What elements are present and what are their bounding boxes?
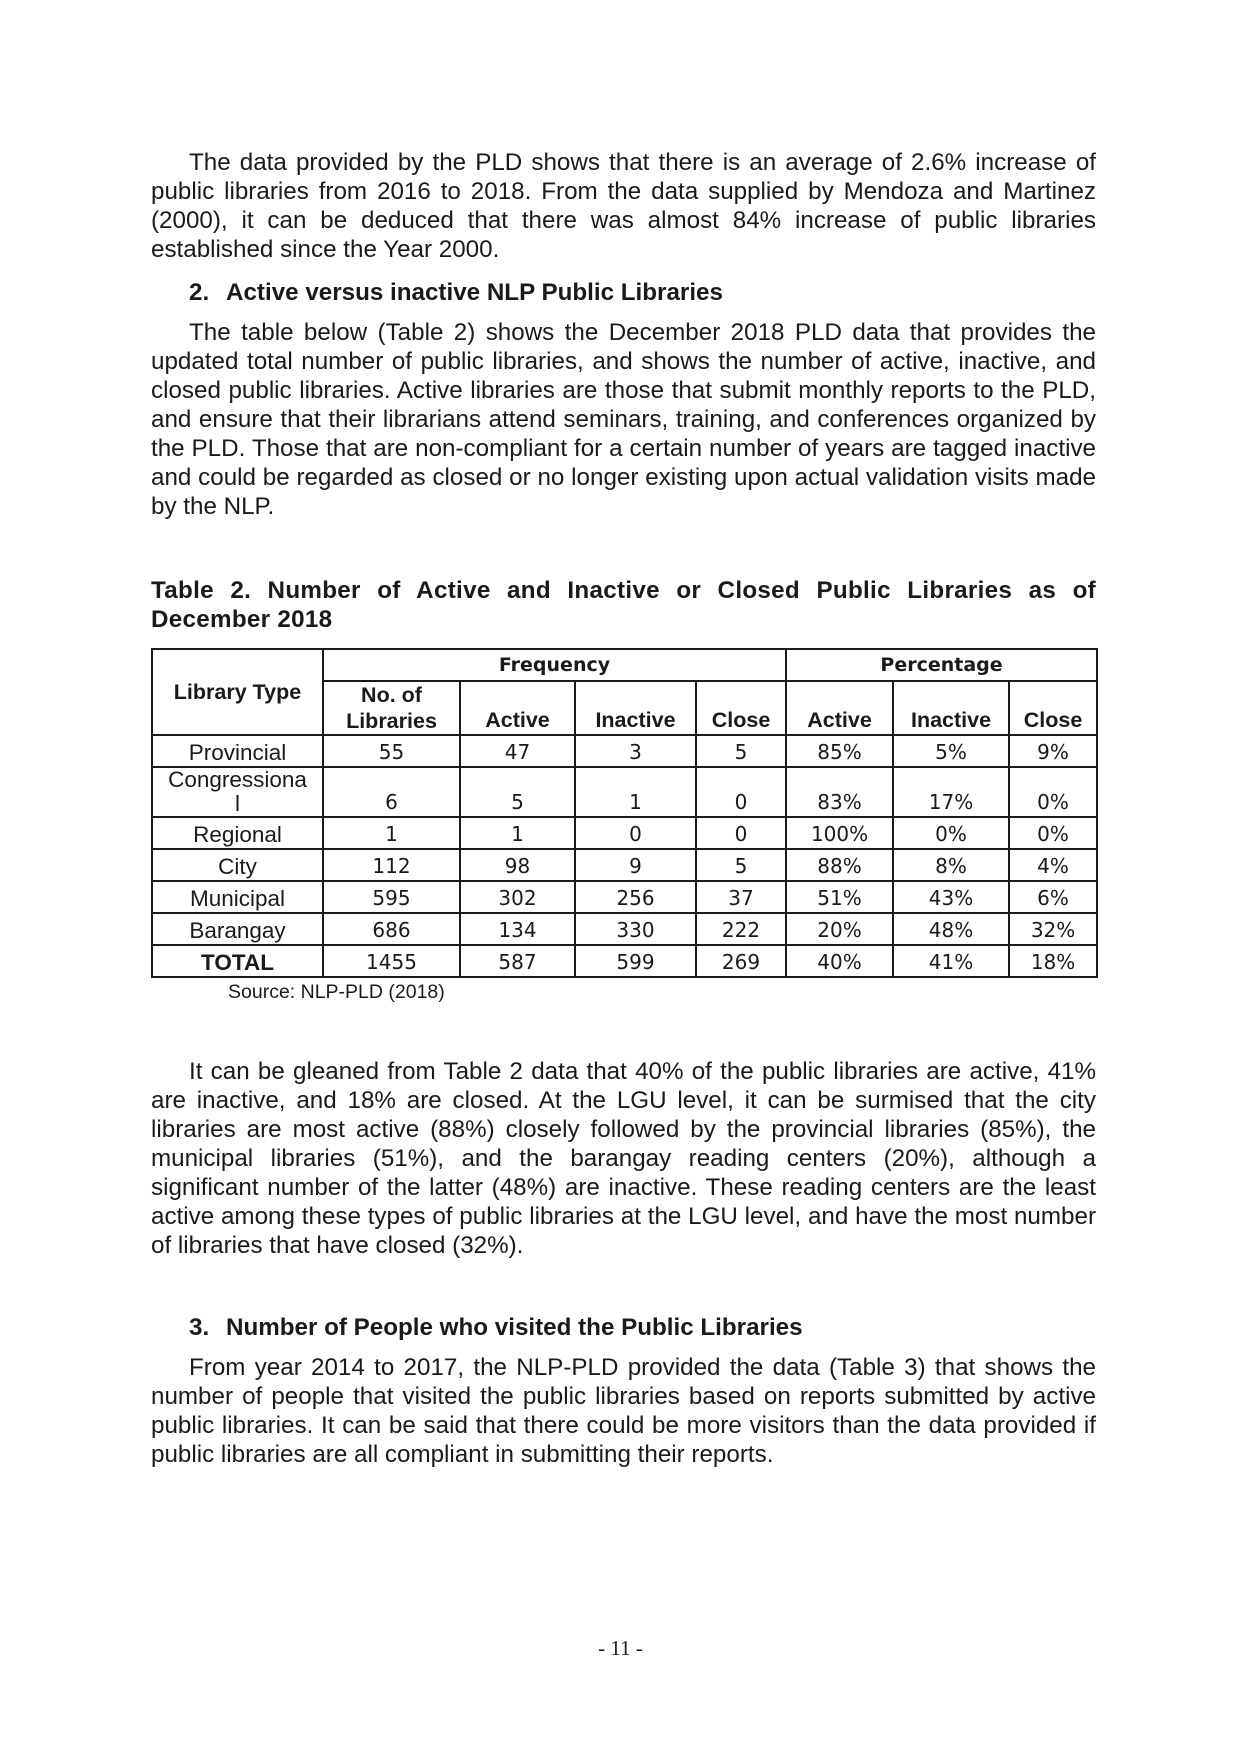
table-cell: 6 [323,767,460,817]
table-cell: 1 [575,767,696,817]
header-pct-active: Active [786,681,893,735]
table-cell: 5 [460,767,575,817]
row-library-type: Congressiona l [152,767,323,817]
table-cell: 5 [696,849,786,881]
table-row [152,817,1097,849]
row-library-type: City [152,849,323,881]
table-cell: 222 [696,913,786,945]
table-row [152,913,1097,945]
page-number: - 11 - [598,1636,643,1660]
table-cell: 47 [460,735,575,767]
header-pct-inactive: Inactive [893,681,1009,735]
table-caption: Table 2. Number of Active and Inactive or Closed Public Libraries as of December 2018 [151,577,1096,633]
table-cell: 599 [575,945,696,977]
section-title: Number of People who visited the Public Libraries [226,1314,803,1341]
table-row [152,881,1097,913]
paragraph-pld-increase: The data provided by the PLD shows that there is an average of 2.6% increase of public libraries from 2016 to 2018. From the data supplied by Mendoza and Martinez (2000), it can be deduced that there was almost 84% increase of public libraries established since the Year 2000. [151,149,1096,263]
table-cell: 5 [696,735,786,767]
section-number: 3. [189,1314,210,1341]
header-freq-active: Active [460,681,575,735]
table-cell: 55 [323,735,460,767]
table-cell: 4% [1009,849,1097,881]
row-library-type: Municipal [152,881,323,913]
section-heading-active-inactive [151,278,1096,307]
section-heading-visitors [151,1313,1096,1342]
header-pct-close: Close [1009,681,1097,735]
paragraph-table-intro: The table below (Table 2) shows the December 2018 PLD data that provides the updated total number of public libraries, and shows the number of active, inactive, and closed public libraries. Active libraries are those that submit monthly reports to the PLD, and ensure that their librarians attend seminars, training, and conferences organized by the PLD. Those that are non-compliant for a certain number of years are tagged inactive and could be regarded as closed or no longer existing upon actual validation visits made by the NLP. [151,319,1096,520]
table-cell: 0 [696,817,786,849]
header-group-percentage: Percentage [786,649,1097,681]
table-cell: 43% [893,881,1009,913]
row-library-type: Provincial [152,735,323,767]
header-library-type: Library Type [152,649,323,735]
table-cell: 48% [893,913,1009,945]
table-cell: 0 [696,767,786,817]
table-cell: 0% [893,817,1009,849]
table-cell: 1 [323,817,460,849]
table-cell: 3 [575,735,696,767]
table-total-row [152,945,1097,977]
table-cell: 8% [893,849,1009,881]
table-cell: 302 [460,881,575,913]
table-cell: 83% [786,767,893,817]
total-label: TOTAL [152,945,323,977]
table-cell: 88% [786,849,893,881]
table-source: Source: NLP-PLD (2018) [228,981,445,1003]
table-cell: 32% [1009,913,1097,945]
table-cell: 1 [460,817,575,849]
table-cell: 9 [575,849,696,881]
table-cell: 1455 [323,945,460,977]
document-page [151,148,1096,1469]
library-status-table [151,648,1098,978]
header-no-of-libraries: No. of Libraries [323,681,460,735]
table-cell: 112 [323,849,460,881]
table-cell: 20% [786,913,893,945]
table-cell: 85% [786,735,893,767]
paragraph-visitors: From year 2014 to 2017, the NLP-PLD provided the data (Table 3) that shows the number of people that visited the public libraries based on reports submitted by active public libraries. It can be said that there could be more visitors than the data provided if public libraries are all compliant in submitting their reports. [151,1354,1096,1468]
table-cell: 330 [575,913,696,945]
row-library-type: Barangay [152,913,323,945]
table-cell: 51% [786,881,893,913]
table-row [152,849,1097,881]
header-freq-close: Close [696,681,786,735]
table-cell: 9% [1009,735,1097,767]
table-cell: 0 [575,817,696,849]
table-cell: 686 [323,913,460,945]
table-cell: 18% [1009,945,1097,977]
table-row [152,735,1097,767]
table-cell: 37 [696,881,786,913]
table-row [152,767,1097,817]
table-cell: 6% [1009,881,1097,913]
section-title: Active versus inactive NLP Public Libraries [226,279,723,306]
table-cell: 256 [575,881,696,913]
table-cell: 0% [1009,817,1097,849]
table-cell: 17% [893,767,1009,817]
table-cell: 134 [460,913,575,945]
table-cell: 40% [786,945,893,977]
row-library-type: Regional [152,817,323,849]
header-freq-inactive: Inactive [575,681,696,735]
table-cell: 5% [893,735,1009,767]
table-cell: 587 [460,945,575,977]
table-cell: 0% [1009,767,1097,817]
table-cell: 269 [696,945,786,977]
table-cell: 595 [323,881,460,913]
header-group-frequency: Frequency [323,649,786,681]
table-cell: 98 [460,849,575,881]
table-cell: 41% [893,945,1009,977]
table-cell: 100% [786,817,893,849]
section-number: 2. [189,279,210,306]
paragraph-table-analysis: It can be gleaned from Table 2 data that 40% of the public libraries are active, 41% are inactive, and 18% are closed. At the LGU level, it can be surmised that the city libraries are most active (88%) closely followed by the provincial libraries (85%), the municipal libraries (51%), and the barangay reading centers (20%), although a significant number of the latter (48%) are inactive. These reading centers are the least active among these types of public libraries at the LGU level, and have the most number of libraries that have closed (32%). [151,1058,1096,1259]
